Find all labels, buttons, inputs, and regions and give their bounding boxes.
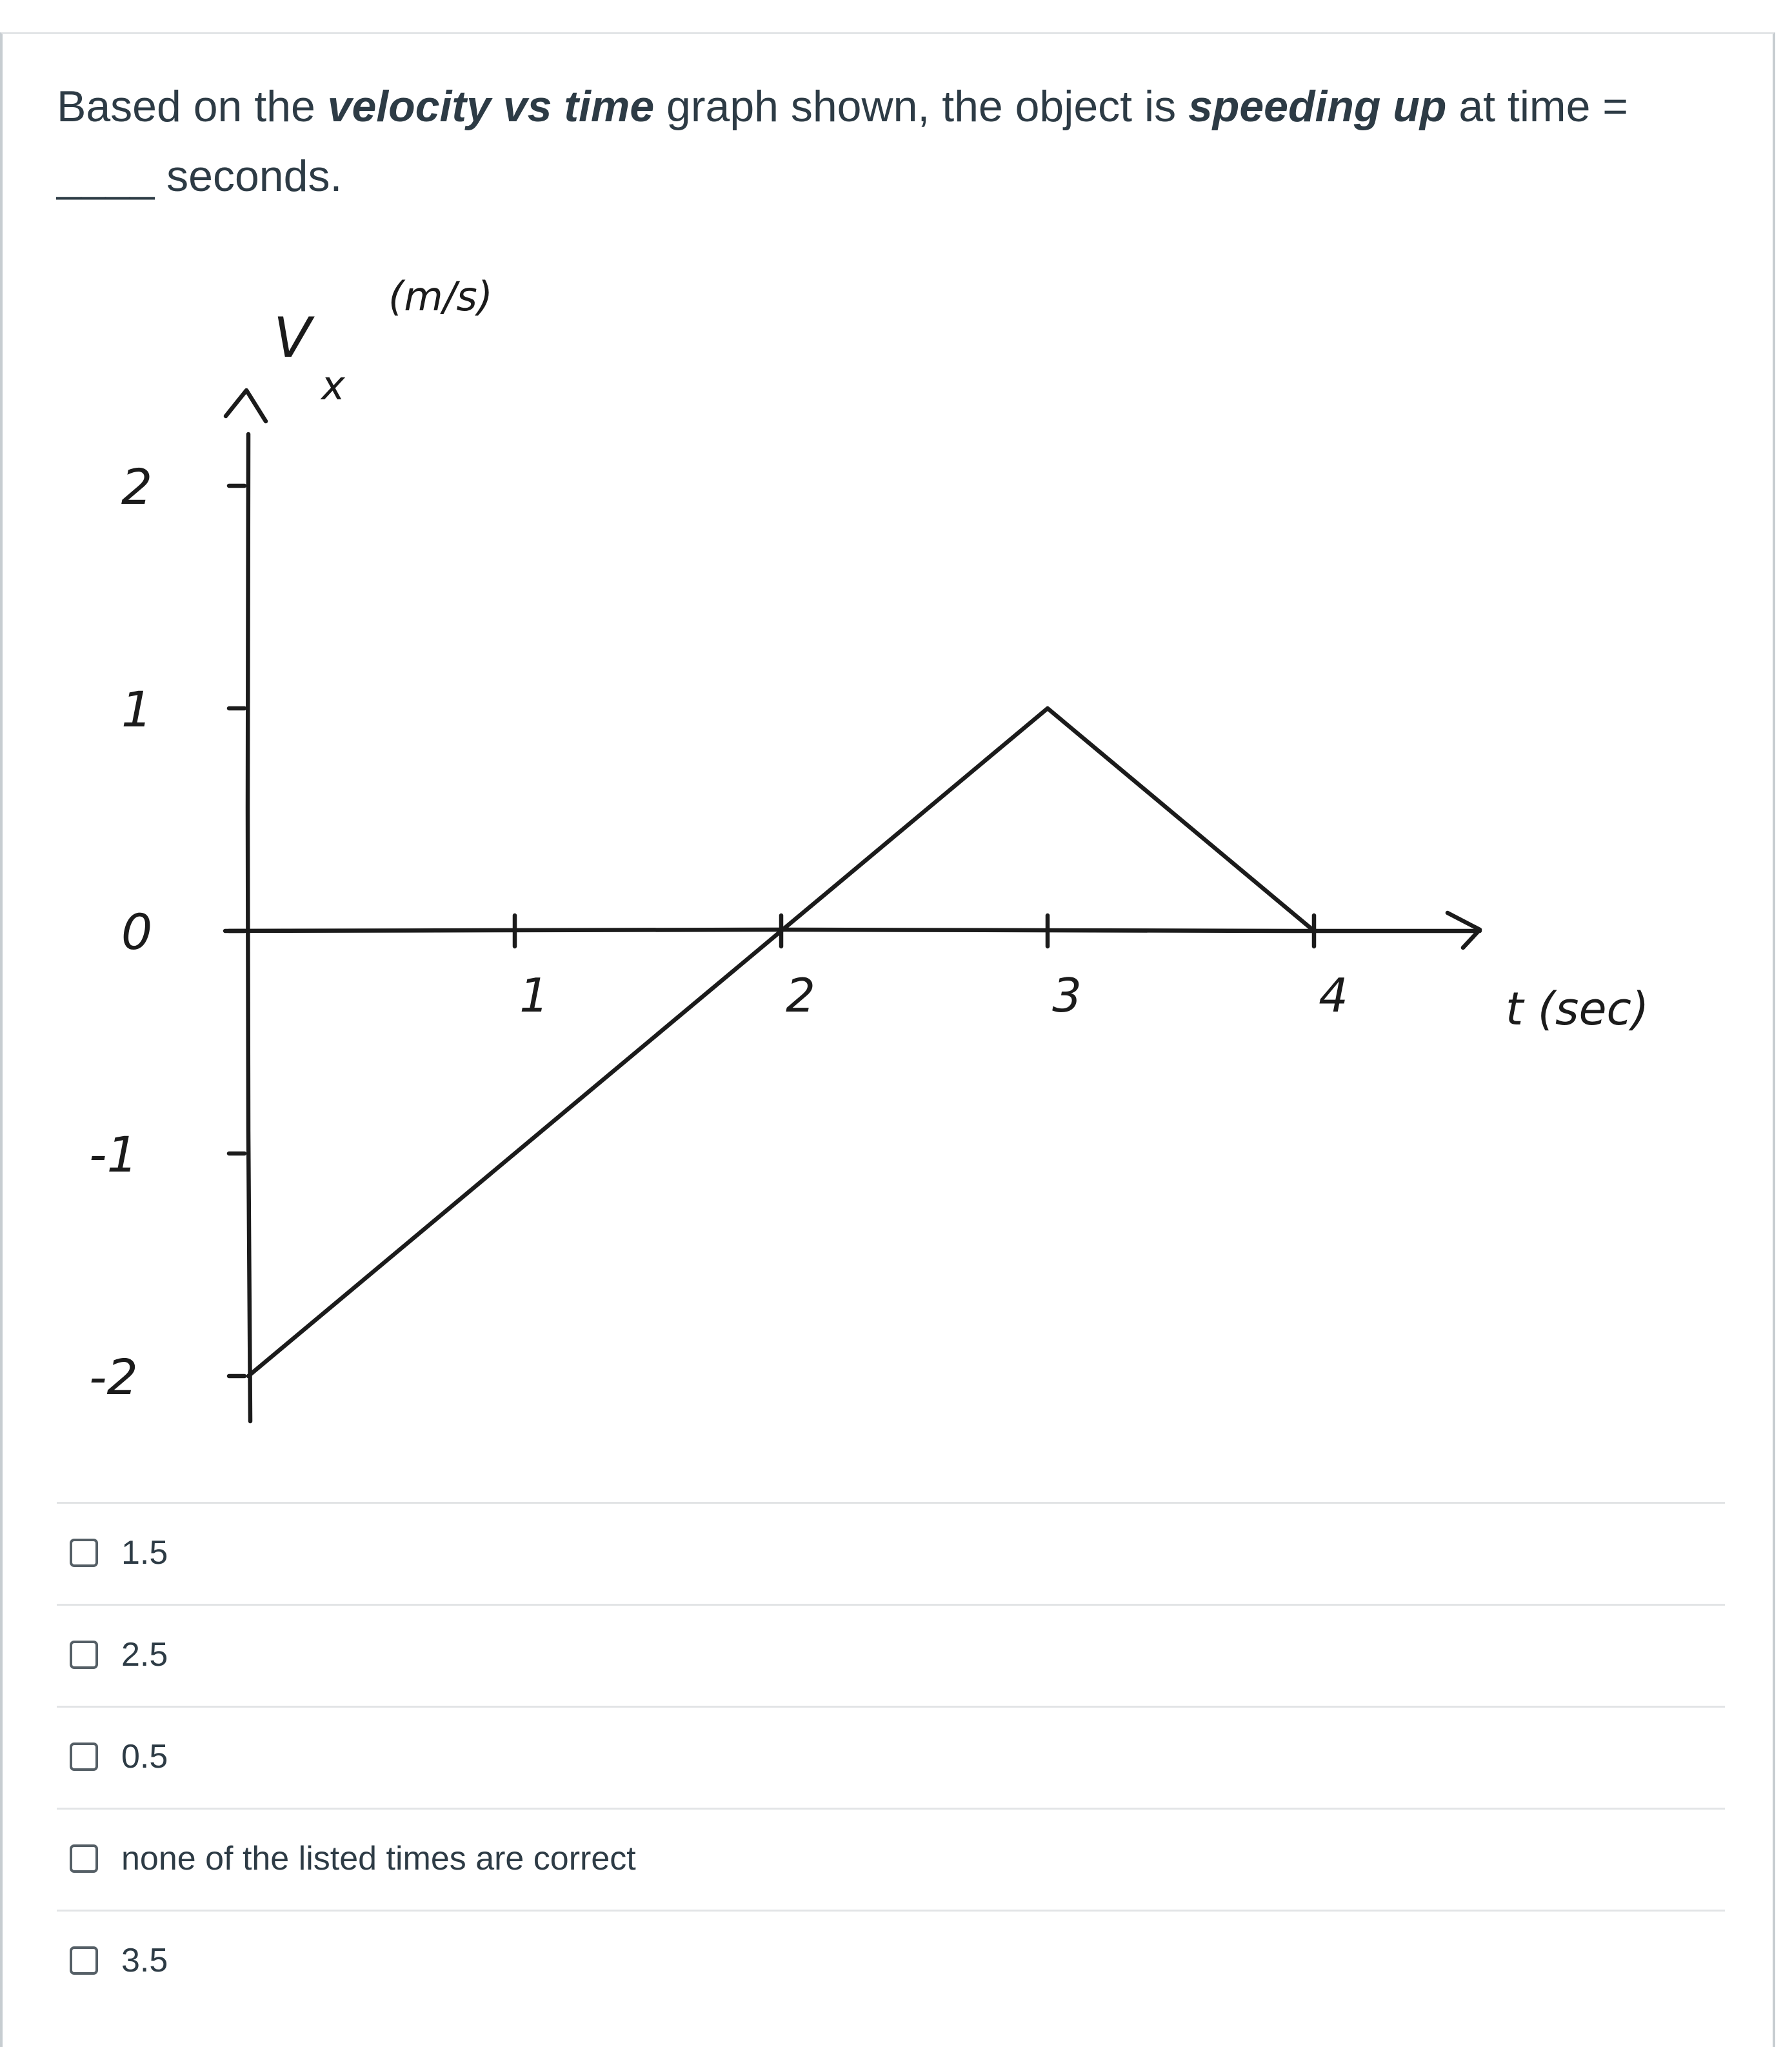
- velocity-point: [1046, 706, 1050, 710]
- y-tick-label: -1: [89, 1126, 138, 1183]
- x-axis-label: t (sec): [1506, 983, 1649, 1035]
- question-text-part: Based on the: [57, 82, 328, 131]
- y-axis-unit-label: (m/s): [388, 273, 493, 320]
- y-tick-label: 2: [121, 458, 153, 515]
- question-emphasis-velocity-vs-time: velocity vs time: [327, 82, 655, 131]
- y-tick-label: 0: [121, 903, 153, 961]
- x-tick-label: 1: [519, 968, 549, 1023]
- answer-label: 0.5: [121, 1738, 168, 1775]
- answer-options: [57, 1502, 1725, 2012]
- y-axis-label-v: V: [274, 306, 312, 370]
- question-text-part: graph shown, the object is: [654, 82, 1188, 131]
- checkbox[interactable]: [70, 1946, 98, 1975]
- checkbox[interactable]: [70, 1641, 98, 1669]
- y-axis-arrowhead: [226, 390, 266, 421]
- x-tick-label: 3: [1052, 968, 1082, 1023]
- y-tick-label: 1: [121, 681, 153, 738]
- answer-option[interactable]: [57, 1706, 1725, 1808]
- answer-label: 3.5: [121, 1942, 168, 1979]
- answer-option[interactable]: [57, 1604, 1725, 1706]
- answer-label: 1.5: [121, 1534, 168, 1572]
- velocity-point: [779, 929, 783, 933]
- checkbox[interactable]: [70, 1539, 98, 1567]
- velocity-point: [246, 1374, 250, 1378]
- answer-label: none of the listed times are correct: [121, 1840, 636, 1877]
- y-axis-label-subscript-x: x: [321, 362, 345, 409]
- question-emphasis-speeding-up: speeding up: [1188, 82, 1447, 131]
- question-text-part: at time = ____ seconds.: [57, 82, 1628, 201]
- question-card: [0, 32, 1775, 2047]
- checkbox[interactable]: [70, 1844, 98, 1873]
- answer-option[interactable]: [57, 1808, 1725, 1910]
- y-axis-line: [248, 434, 250, 1421]
- answer-label: 2.5: [121, 1636, 168, 1673]
- question-text: [57, 72, 1734, 211]
- velocity-series: [246, 706, 1316, 1378]
- velocity-point: [1312, 929, 1316, 933]
- y-tick-label: -2: [89, 1348, 138, 1406]
- answer-option[interactable]: [57, 1502, 1725, 1604]
- x-axis-line: [225, 930, 1480, 931]
- x-tick-label: 2: [786, 968, 815, 1023]
- y-axis-ticks: [89, 458, 244, 1406]
- answer-option[interactable]: [57, 1910, 1725, 2012]
- x-tick-label: 4: [1319, 968, 1348, 1023]
- checkbox[interactable]: [70, 1742, 98, 1771]
- velocity-line: [248, 708, 1314, 1376]
- velocity-time-graph: [3, 228, 1744, 1453]
